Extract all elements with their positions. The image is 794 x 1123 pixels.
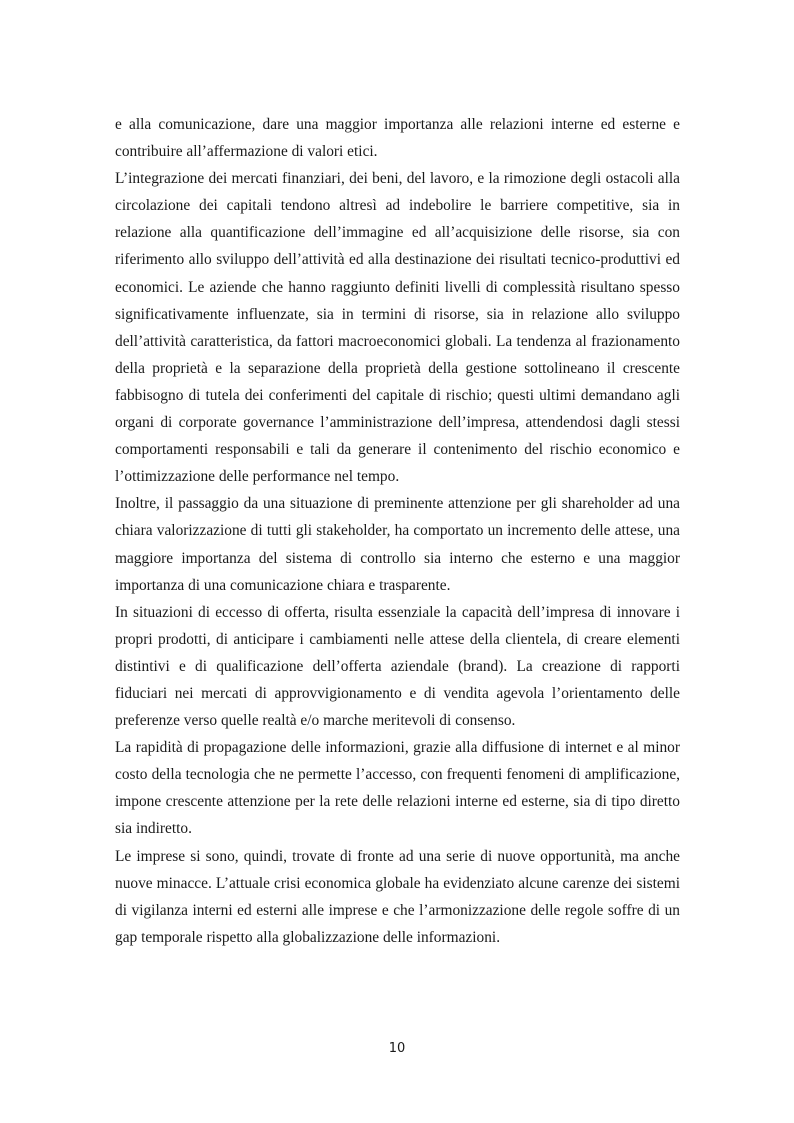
paragraph: Le imprese si sono, quindi, trovate di fronte ad una serie di nuove opportunità, ma anche nuove minacce. L’attuale crisi economica globale ha evidenziato alcune carenze dei sistemi di vigilanza interni ed esterni alle imprese e che l’armonizzazione delle regole soffre di un gap temporale rispetto alla globalizzazione delle informazioni. (115, 847, 680, 946)
paragraph: e alla comunicazione, dare una maggior importanza alle relazioni interne ed esterne e contribuire all’affermazione di valori etici. (115, 116, 680, 161)
paragraph: In situazioni di eccesso di offerta, risulta essenziale la capacità dell’impresa di innovare i propri prodotti, di anticipare i cambiamenti nelle attese della clientela, di creare elementi distintivi e di qualificazione dell’offerta aziendale (brand). La creazione di rapporti fiduciari nei mercati di approvvigionamento e di vendita agevola l’orientamento delle preferenze verso quelle realtà e/o marche meritevoli di consenso. (115, 603, 680, 730)
paragraph: La rapidità di propagazione delle informazioni, grazie alla diffusione di internet e al minor costo della tecnologia che ne permette l’accesso, con frequenti fenomeni di amplificazione, impone crescente attenzione per la rete delle relazioni interne ed esterne, sia di tipo diretto sia indiretto. (115, 739, 680, 838)
paragraph: L’integrazione dei mercati finanziari, dei beni, del lavoro, e la rimozione degli ostacoli alla circolazione dei capitali tendono altresì ad indebolire le barriere competitive, sia in relazione alla quantificazione dell’immagine ed all’acquisizione delle risorse, sia con riferimento allo sviluppo dell’attività ed alla destinazione dei risultati tecnico-produttivi ed economici. Le aziende che hanno raggiunto definiti livelli di complessità risultano spesso significativamente influenzate, sia in termini di risorse, sia in relazione allo sviluppo dell’attività caratteristica, da fattori macroeconomici globali. La tendenza al frazionamento della proprietà e la separazione della proprietà della gestione sottolineano il crescente fabbisogno di tutela dei conferimenti del capitale di rischio; questi ultimi demandano agli organi di corporate governance l’amministrazione dell’impresa, attendendosi dagli stessi comportamenti responsabili e tali da generare il contenimento del rischio economico e l’ottimizzazione delle performance nel tempo. (115, 170, 680, 486)
paragraph: Inoltre, il passaggio da una situazione di preminente attenzione per gli shareholder ad una chiara valorizzazione di tutti gli stakeholder, ha comportato un incremento delle attese, una maggiore importanza del sistema di controllo sia interno che esterno e una maggior importanza di una comunicazione chiara e trasparente. (115, 495, 680, 594)
page-number: 10 (388, 1041, 406, 1056)
body-text (115, 111, 680, 951)
